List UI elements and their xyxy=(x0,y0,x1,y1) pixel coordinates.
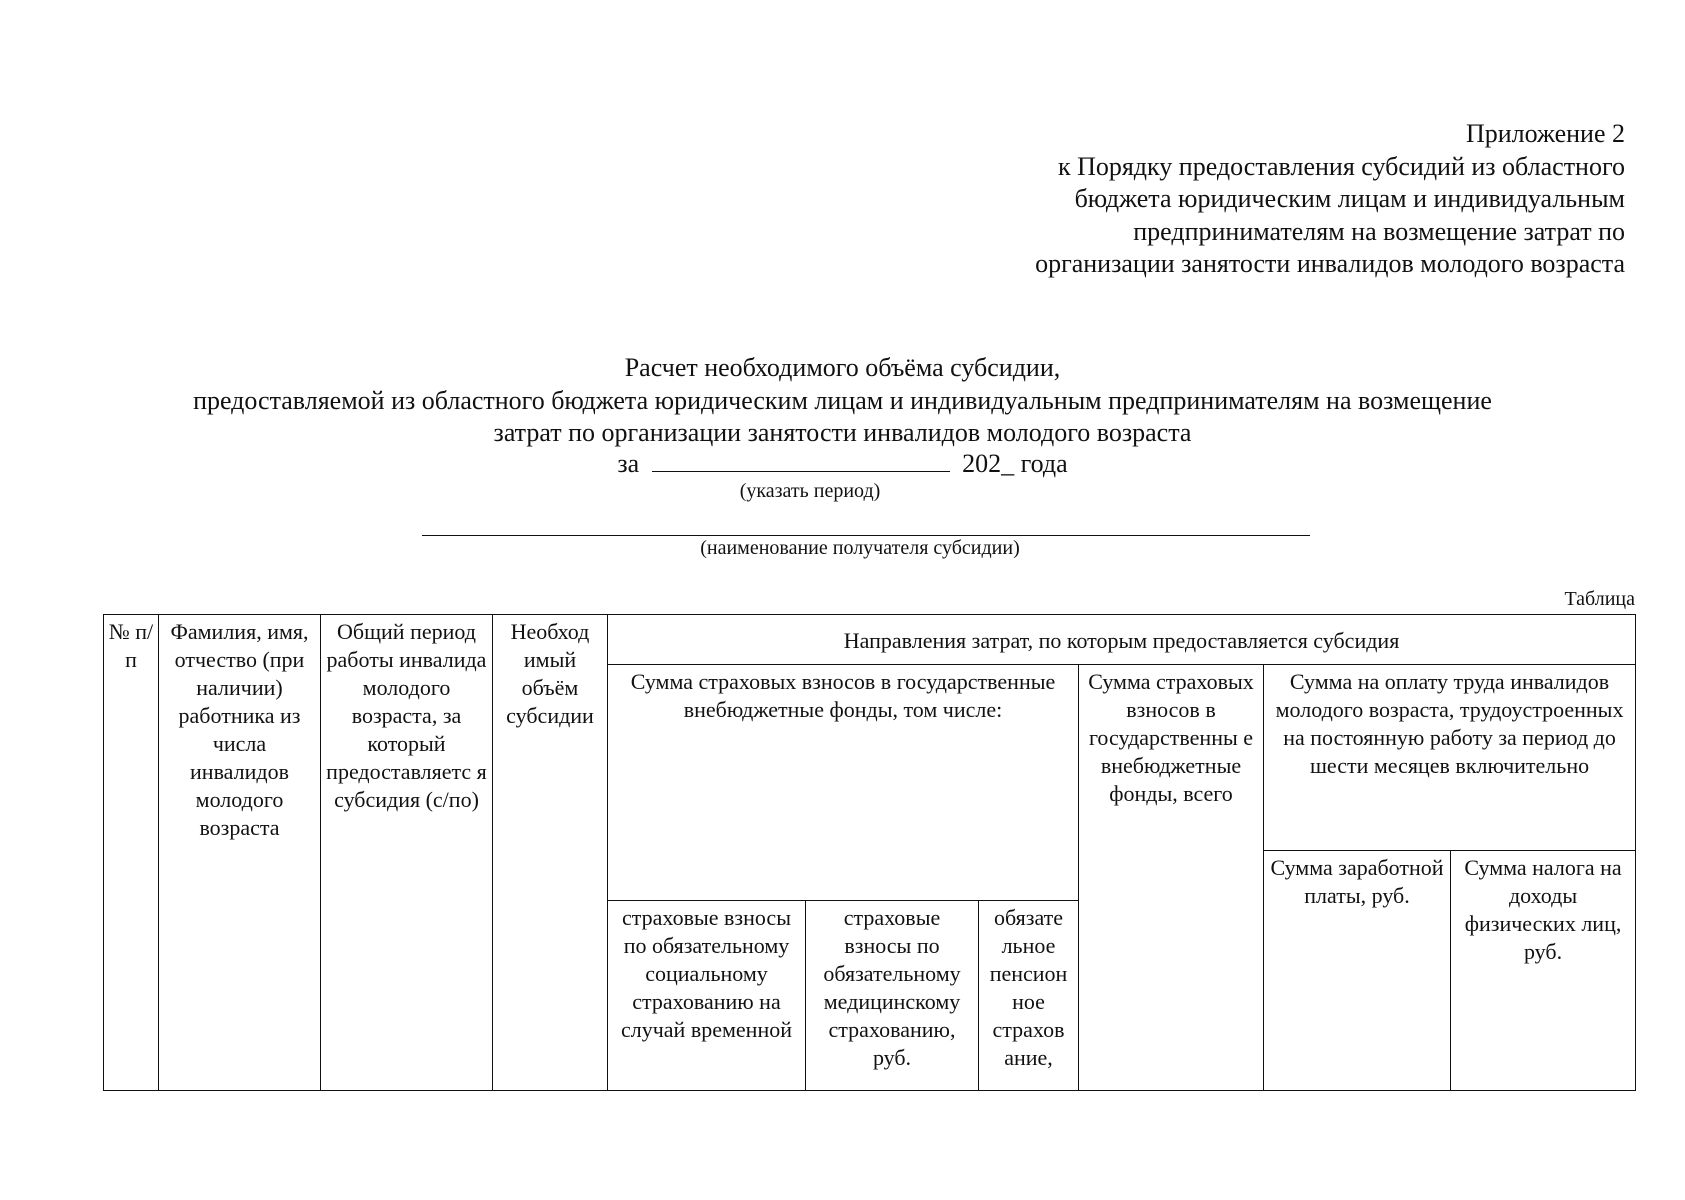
header-fio: Фамилия, имя, отчество (при наличии) работника из числа инвалидов молодого возраста xyxy=(159,615,321,1091)
period-prefix: за xyxy=(617,449,640,478)
header-volume: Необход имый объём субсидии xyxy=(493,615,608,1091)
header-social: страховые взносы по обязательному социальному страхованию на случай временной xyxy=(608,901,806,1091)
header-directions: Направления затрат, по которым предоставляется субсидия xyxy=(608,615,1636,665)
appendix-line-1: Приложение 2 xyxy=(1465,119,1625,148)
appendix-line-2: к Порядку предоставления субсидий из областного xyxy=(1057,151,1625,181)
appendix-line-5: организации занятости инвалидов молодого возраста xyxy=(1035,249,1625,278)
header-medical: страховые взносы по обязательному медицинскому страхованию, руб. xyxy=(806,901,979,1091)
recipient-blank-field[interactable] xyxy=(422,535,1310,536)
title-line-1: Расчет необходимого объёма субсидии, xyxy=(624,353,1061,382)
header-period: Общий период работы инвалида молодого возраста, за который предоставляетс я субсидия (с/по) xyxy=(321,615,493,1091)
header-num: № п/п xyxy=(104,615,159,1091)
period-line xyxy=(0,445,1685,479)
header-salary: Сумма заработной платы, руб. xyxy=(1264,851,1451,1091)
appendix-line-4: предпринимателям на возмещение затрат по xyxy=(1133,216,1625,246)
header-insurance-incl: Сумма страховых взносов в государственные внебюджетные фонды, том числе: xyxy=(608,665,1079,901)
period-blank-field[interactable] xyxy=(652,445,950,472)
subsidy-table xyxy=(103,614,1636,1091)
period-caption: (указать период) xyxy=(739,480,881,502)
header-insurance-total: Сумма страховых взносов в государственны е внебюджетные фонды, всего xyxy=(1079,665,1264,1091)
header-wages: Сумма на оплату труда инвалидов молодого возраста, трудоустроенных на постоянную работу за период до шести месяцев включительно xyxy=(1264,665,1636,851)
appendix-line-3: бюджета юридическим лицам и индивидуальным xyxy=(1074,184,1625,213)
recipient-caption: (наименование получателя субсидии) xyxy=(700,537,1020,559)
table-label: Таблица xyxy=(1564,588,1635,610)
title-line-3: затрат по организации занятости инвалидов молодого возраста xyxy=(493,418,1192,447)
appendix-header xyxy=(1035,118,1625,281)
header-tax: Сумма налога на доходы физических лиц, руб. xyxy=(1451,851,1636,1091)
header-pension: обязате льное пенсион ное страхов ание, xyxy=(979,901,1079,1091)
title-line-2: предоставляемой из областного бюджета юридическим лицам и индивидуальным предпринимателям на возмещение xyxy=(193,385,1492,415)
document-title xyxy=(0,352,1685,450)
period-suffix: 202_ года xyxy=(962,449,1068,478)
